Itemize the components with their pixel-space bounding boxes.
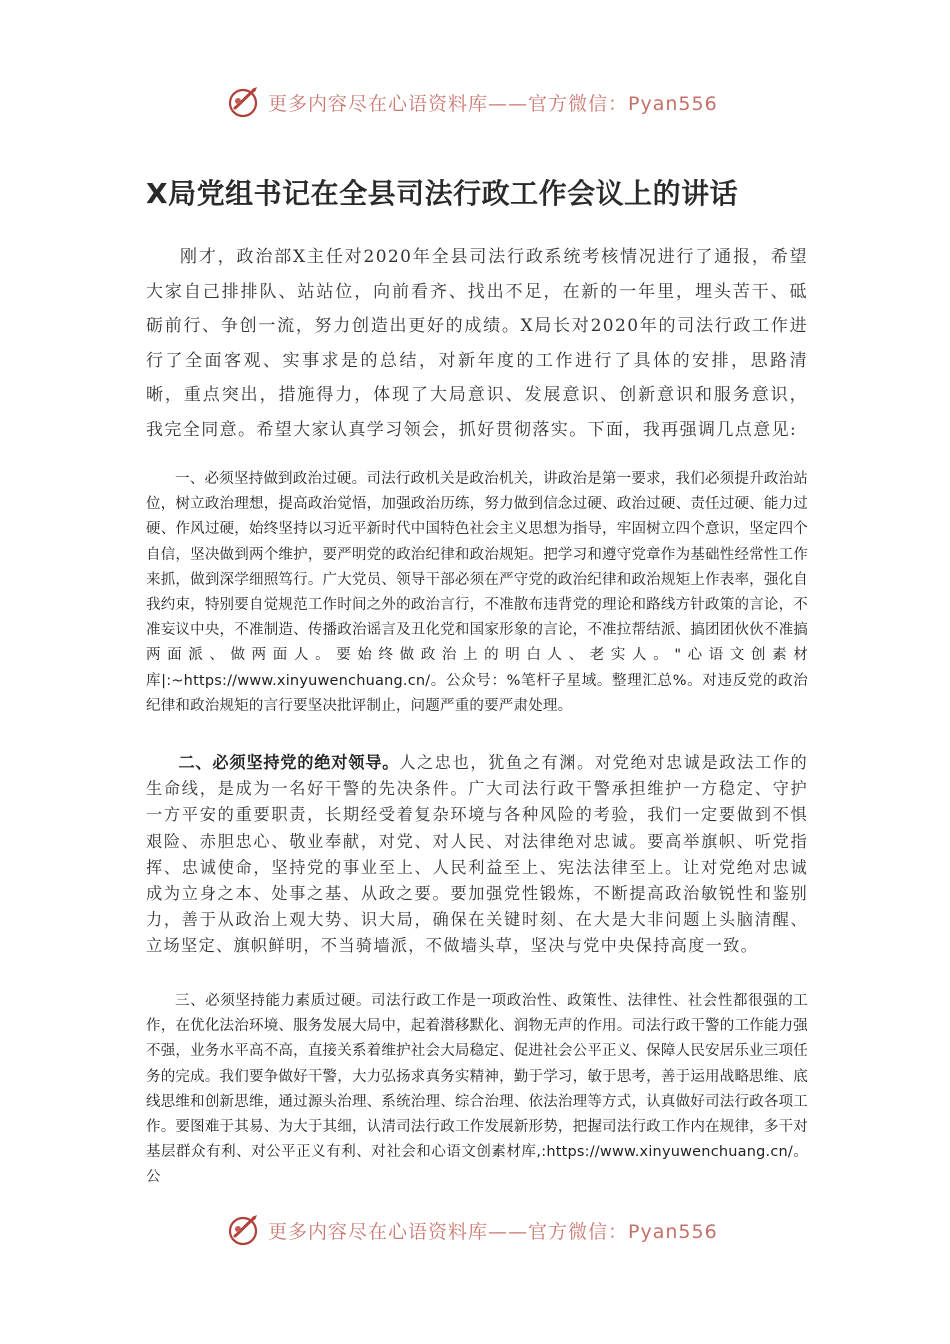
banner-text <box>268 89 718 116</box>
banner-wechat-label: 官方微信： <box>528 92 629 115</box>
document-title: X局党组书记在全县司法行政工作会议上的讲话 <box>146 177 739 210</box>
paragraph-intro: 刚才，政治部X主任对2020年全县司法行政系统考核情况进行了通报，希望大家自己排排队、站站位，向前看齐、找出不足，在新的一年里，埋头苦干、砥砺前行、争创一流，努力创造出更好的成绩。X局长对2020年的司法行政工作进行了全面客观、实事求是的总结，对新年度的工作进行了具体的安排，思路清晰，重点突出，措施得力，体现了大局意识、发展意识、创新意识和服务意识，我完全同意。希望大家认真学习领会，抓好贯彻落实。下面，我再强调几点意见: <box>146 247 808 440</box>
banner-wechat-id: Pyan556 <box>628 92 718 115</box>
paragraph-political: 一、必须坚持做到政治过硬。司法行政机关是政治机关，讲政治是第一要求，我们必须提升政治站位，树立政治理想，提高政治觉悟，加强政治历练，努力做到信念过硬、政治过硬、责任过硬、能力过硬、作风过硬，始终坚持以习近平新时代中国特色社会主义思想为指导，牢固树立四个意识，坚定四个自信，坚决做到两个维护，要严明党的政治纪律和政治规矩。把学习和遵守党章作为基础性经常性工作来抓，做到深学细照笃行。广大党员、领导干部必须在严守党的政治纪律和政治规矩上作表率，强化自我约束，特别要自觉规范工作时间之外的政治言行，不准散布违背党的理论和路线方针政策的言论，不准妄议中央，不准制造、传播政治谣言及丑化党和国家形象的言论，不准拉帮结派、搞团团伙伙不准搞两面派、做两面人。要始终做政治上的明白人、老实人。"心语文创素材库|:~https://www.xinyuwenchuang.cn/。公众号：%笔杆子星域。整理汇总%。对违反党的政治纪律和政治规矩的言行要坚决批评制止，问题严重的要严肃处理。 <box>146 471 808 714</box>
pen-logo-icon <box>226 1212 262 1248</box>
paragraph-leadership <box>146 750 808 960</box>
paragraph-ability: 三、必须坚持能力素质过硬。司法行政工作是一项政治性、政策性、法律性、社会性都很强的工作，在优化法治环境、服务发展大局中，起着潜移默化、润物无声的作用。司法行政干警的工作能力强不强，业务水平高不高，直接关系着维护社会大局稳定、促进社会公平正义、保障人民安居乐业三项任务的完成。我们要争做好干警，大力弘扬求真务实精神，勤于学习，敏于思考，善于运用战略思维、底线思维和创新思维，通过源头治理、系统治理、综合治理、依法治理等方式，认真做好司法行政各项工作。要图难于其易、为大于其细，认清司法行政工作发展新形势，把握司法行政工作内在规律，多干对基层群众有利、对公平正义有利、对社会和心语文创素材库,:https://www.xinyuwenchuang.cn/。公 <box>146 993 808 1186</box>
banner-wechat-label: 官方微信： <box>528 1220 629 1243</box>
banner-text <box>268 1217 718 1244</box>
banner-wechat-id: Pyan556 <box>628 1220 718 1243</box>
banner-separator: —— <box>488 92 529 115</box>
paragraph-leadership-heading: 二、必须坚持党的绝对领导。 <box>178 753 400 772</box>
paragraph-leadership-body: 人之忠也，犹鱼之有渊。对党绝对忠诚是政法工作的生命线，是成为一名好干警的先决条件。广大司法行政干警承担维护一方稳定、守护一方平安的重要职责，长期经受着复杂环境与各种风险的考验，我们一定要做到不惧艰险、赤胆忠心、敬业奉献，对党、对人民、对法律绝对忠诚。要高举旗帜、听党指挥、忠诚使命，坚持党的事业至上、人民利益至上、宪法法律至上。让对党绝对忠诚成为立身之本、处事之基、从政之要。要加强党性锻炼，不断提高政治敏锐性和鉴别力，善于从政治上观大势、识大局，确保在关键时刻、在大是大非问题上头脑清醒、立场坚定、旗帜鲜明，不当骑墙派，不做墙头草，坚决与党中央保持高度一致。 <box>146 753 808 956</box>
footer-banner <box>226 1210 746 1250</box>
header-banner <box>226 82 746 122</box>
banner-brand: 更多内容尽在心语资料库 <box>268 1220 489 1243</box>
banner-separator: —— <box>488 1220 529 1243</box>
banner-brand: 更多内容尽在心语资料库 <box>268 92 489 115</box>
pen-logo-icon <box>226 84 262 120</box>
